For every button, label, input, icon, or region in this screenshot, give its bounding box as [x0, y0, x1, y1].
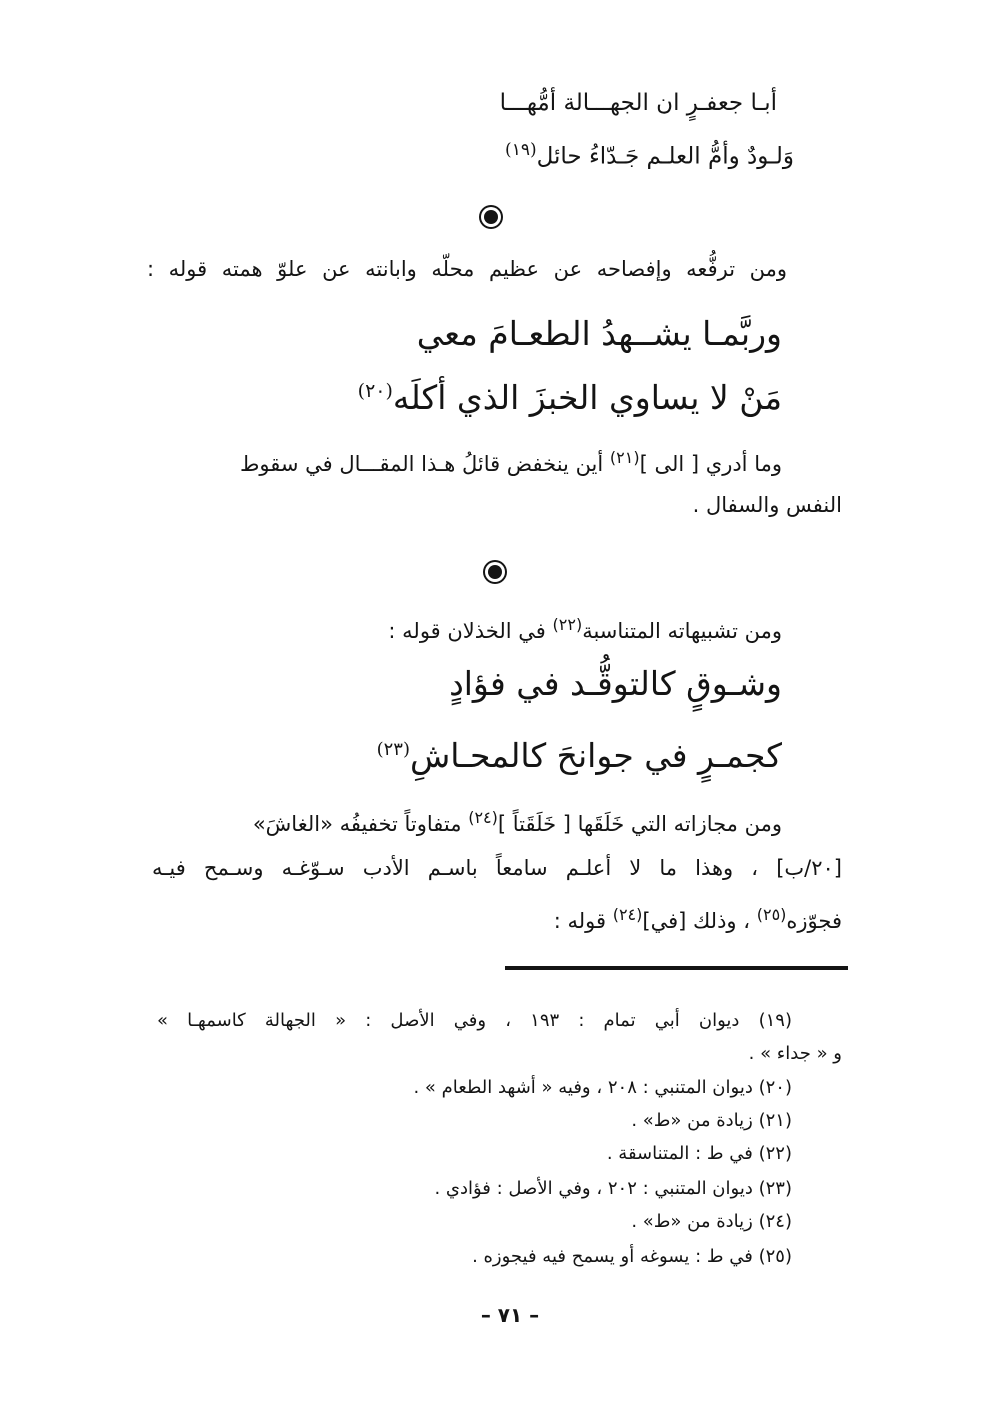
footnote-ref-24: (٢٤)	[468, 808, 498, 827]
paragraph-4-line3	[554, 905, 842, 934]
footnote-21-text: زيادة من «ط» .	[631, 1110, 753, 1131]
footnote-25	[472, 1246, 792, 1268]
poem2-line2-text: مَنْ لا يساوي الخبزَ الذي أكلَه	[392, 378, 782, 417]
poem2-line1: وربَّمـا يشــهدُ الطعـامَ معي	[416, 314, 782, 353]
footnote-ref-23: (٢٣)	[376, 739, 410, 760]
paragraph-4-text-e: قوله :	[553, 909, 606, 933]
footnote-24-num: (٢٤)	[758, 1211, 792, 1232]
paragraph-3	[388, 615, 782, 644]
footnote-22	[607, 1143, 792, 1165]
section-separator-ornament	[488, 565, 502, 579]
footnote-ref-24b: (٢٤)	[612, 905, 643, 924]
footnote-24-text: زيادة من «ط» .	[631, 1211, 753, 1232]
footnote-separator	[505, 966, 848, 970]
paragraph-4-text-d: ، وذلك [في]	[642, 909, 751, 933]
paragraph-4-line1	[253, 808, 782, 837]
footnote-ref-19: (١٩)	[505, 140, 537, 160]
paragraph-2-text-b: أين ينخفض قائلُ هـذا المقـــال في سقوط	[240, 452, 604, 476]
footnote-24	[631, 1211, 792, 1233]
footnote-19	[157, 1010, 792, 1032]
poem1-line2	[505, 140, 794, 171]
footnote-19-num: (١٩)	[758, 1010, 792, 1031]
paragraph-1: ومن ترفُّعه وإفصاحه عن عظيم محلّه وابانته عن علوّ همته قوله :	[147, 257, 787, 281]
footnote-20-text: ديوان المتنبي : ٢٠٨ ، وفيه « أشهد الطعام » .	[413, 1077, 753, 1098]
paragraph-4-text-c: فجوّزه	[786, 909, 842, 933]
footnote-ref-21: (٢١)	[609, 448, 640, 467]
footnote-21	[631, 1110, 792, 1132]
poem2-line2	[358, 378, 782, 418]
footnote-23-num: (٢٣)	[758, 1178, 792, 1199]
page-number: – ٧١ –	[480, 1303, 540, 1327]
footnote-25-num: (٢٥)	[758, 1246, 792, 1267]
footnote-20	[413, 1077, 792, 1099]
poem1-line2-text: وَلـودٌ وأمُّ العلـم جَـدّاءُ حائل	[536, 143, 794, 170]
footnote-23-text: ديوان المتنبي : ٢٠٢ ، وفي الأصل : فؤادي .	[434, 1178, 753, 1199]
footnote-ref-22: (٢٢)	[552, 615, 583, 634]
paragraph-3-text-b: في الخذلان قوله :	[388, 619, 546, 643]
poem3-line1: وشـوقٍ كالتوقُّـد في فؤادٍ	[449, 664, 782, 703]
poem1-line1: أبـا جعفـرٍ ان الجهـــالة أمُّهـــا	[499, 90, 777, 116]
paragraph-4-line2: [٢٠/ب] ، وهذا ما لا أعلـم سامعاً باسـم الأدب سـوّغـه وسـمح فيـه	[152, 856, 842, 880]
footnote-ref-20: (٢٠)	[357, 380, 393, 402]
footnote-22-num: (٢٢)	[758, 1143, 792, 1164]
paragraph-2-line2: النفس والسفال .	[692, 493, 842, 517]
footnote-25-text: في ط : يسوغه أو يسمح فيه فيجوزه .	[472, 1246, 753, 1267]
section-separator-ornament	[484, 210, 498, 224]
paragraph-4-text-a: ومن مجازاته التي خَلَقَها [ خَلَقَتاً ]	[497, 812, 782, 836]
paragraph-4-text-b: متفاوتاً تخفيفُه «الغاشَ»	[252, 812, 462, 836]
paragraph-2-line1	[240, 448, 782, 477]
poem3-line2-text: كجمـرٍ في جوانحَ كالمحـاشِ	[409, 736, 782, 775]
footnote-23	[434, 1178, 792, 1200]
footnote-20-num: (٢٠)	[758, 1077, 792, 1098]
footnote-22-text: في ط : المتناسقة .	[606, 1143, 753, 1164]
footnote-19-text: ديوان أبي تمام : ١٩٣ ، وفي الأصل : « الجهالة كاسمهـا »	[157, 1010, 740, 1031]
footnote-21-num: (٢١)	[758, 1110, 792, 1131]
paragraph-2-text-a: وما أدري [ الى ]	[639, 452, 782, 476]
footnote-ref-25: (٢٥)	[756, 905, 787, 924]
footnote-19-continued: و « جداء » .	[748, 1043, 842, 1064]
poem3-line2	[377, 736, 782, 776]
paragraph-3-text-a: ومن تشبيهاته المتناسبة	[582, 619, 782, 643]
